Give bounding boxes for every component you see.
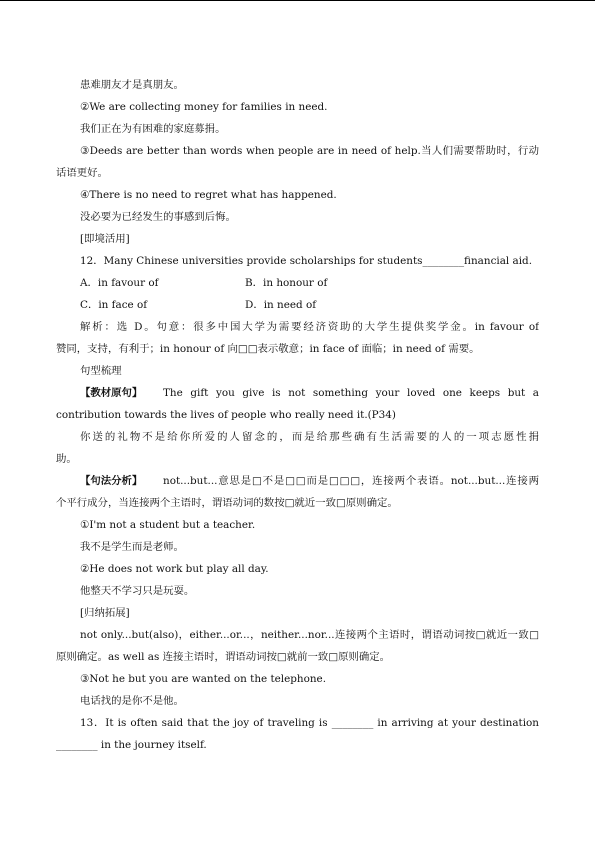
example-sentence: ④There is no need to regret what has happened. [80, 189, 337, 201]
example-sentence: ②He does not work but play all day. [80, 563, 269, 575]
syntax-analysis: 个平行成分，当连接两个主语时，谓语动词的数按□就近一致□原则确定。 [56, 497, 398, 509]
option-d: D．in need of [245, 299, 317, 311]
option-a: A．in favour of [80, 277, 159, 289]
text-line: 患难朋友才是真朋友。 [80, 79, 184, 91]
example-sentence: ③Not he but you are wanted on the telephone. [80, 673, 327, 685]
section-label: [即境活用] [80, 233, 130, 245]
section-label: [归纳拓展] [80, 607, 130, 619]
section-heading: 句型梳理 [80, 365, 122, 377]
translation-line: 他整天不学习只是玩耍。 [80, 585, 195, 597]
option-c: C．in face of [80, 299, 148, 311]
example-sentence: ①I'm not a student but a teacher. [80, 519, 256, 531]
analysis-line: 赞同，支持，有利于；in honour of 向□□表示敬意；in face of 面临；in need of 需要。 [56, 343, 480, 355]
original-sentence: contribution towards the lives of people who really need it.(P34) [56, 409, 396, 421]
translation-line: 我们正在为有困难的家庭募捐。 [80, 123, 226, 135]
question-12: 12．Many Chinese universities provide scholarships for students________financial aid. [80, 255, 533, 267]
analysis-line: 解析：选 D。句意：很多中国大学为需要经济资助的大学生提供奖学金。in favour of [80, 321, 539, 333]
translation-line: 电话找的是你不是他。 [80, 695, 184, 707]
translation-line: 没必要为已经发生的事感到后悔。 [80, 211, 236, 223]
option-b: B．in honour of [245, 277, 328, 289]
original-sentence: The gift you give is not something your loved one keeps but a [163, 387, 539, 399]
extension-line: not only...but(also)，either...or...，neither...nor...连接两个主语时，谓语动词按□就近一致□ [80, 629, 539, 641]
example-sentence: ③Deeds are better than words when people are in need of help.当人们需要帮助时，行动 [80, 145, 539, 157]
translation-line: 话语更好。 [56, 167, 108, 179]
translation-line: 我不是学生而是老师。 [80, 541, 184, 553]
translation-line: 你送的礼物不是给你所爱的人留念的，而是给那些确有生活需要的人的一项志愿性捐 [80, 431, 539, 443]
syntax-analysis-tag: 【句法分析】 [80, 475, 143, 487]
original-sentence-tag: 【教材原句】 [80, 387, 143, 399]
question-13: ________ in the journey itself. [56, 739, 207, 751]
extension-line: 原则确定。as well as 连接主语时，谓语动词按□就前一致□原则确定。 [56, 651, 391, 663]
question-13: 13．It is often said that the joy of traveling is ________ in arriving at your destination [80, 717, 539, 729]
syntax-analysis: not...but...意思是□不是□□而是□□□，连接两个表语。not...but...连接两 [163, 475, 539, 487]
example-sentence: ②We are collecting money for families in need. [80, 101, 328, 113]
translation-line: 助。 [56, 453, 77, 465]
